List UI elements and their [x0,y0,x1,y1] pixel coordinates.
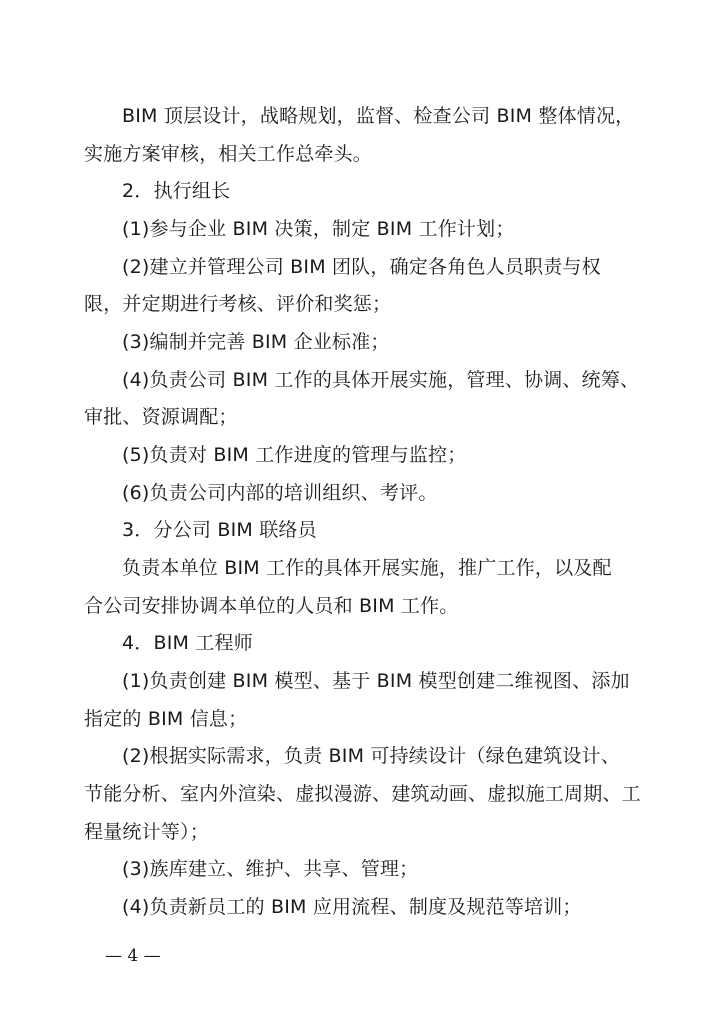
text-line: 合公司安排协调本单位的人员和 BIM 工作。 [84,595,459,617]
text-line: (2)根据实际需求，负责 BIM 可持续设计（绿色建筑设计、 [122,745,621,767]
text-line: (2)建立并管理公司 BIM 团队，确定各角色人员职责与权 [122,256,601,278]
text-line: (4)负责公司 BIM 工作的具体开展实施，管理、协调、统筹、 [122,369,640,391]
text-line: 指定的 BIM 信息； [84,708,248,730]
text-line: (5)负责对 BIM 工作进度的管理与监控； [122,444,467,466]
text-line: BIM 顶层设计，战略规划，监督、检查公司 BIM 整体情况， [122,105,635,127]
text-line: 限，并定期进行考核、评价和奖惩； [84,293,392,315]
section-heading: 2．执行组长 [122,180,231,202]
text-line: 审批、资源调配； [84,406,238,428]
text-line: (1)负责创建 BIM 模型、基于 BIM 模型创建二维视图、添加 [122,670,630,692]
section-heading: 4．BIM 工程师 [122,632,253,654]
text-line: (3)编制并完善 BIM 企业标准； [122,331,390,353]
text-line: 实施方案审核，相关工作总牵头。 [84,143,373,165]
text-line: 程量统计等）； [84,821,209,843]
text-line: (6)负责公司内部的培训组织、考评。 [122,482,438,504]
text-line: (4)负责新员工的 BIM 应用流程、制度及规范等培训； [122,896,582,918]
page-number: — 4 — [105,946,161,966]
text-line: (3)族库建立、维护、共享、管理； [122,858,419,880]
text-line: 负责本单位 BIM 工作的具体开展实施，推广工作，以及配 [122,557,612,579]
section-heading: 3．分公司 BIM 联络员 [122,519,317,541]
text-line: 节能分析、室内外渲染、虚拟漫游、建筑动画、虚拟施工周期、工 [84,783,641,805]
text-line: (1)参与企业 BIM 决策，制定 BIM 工作计划； [122,218,515,240]
